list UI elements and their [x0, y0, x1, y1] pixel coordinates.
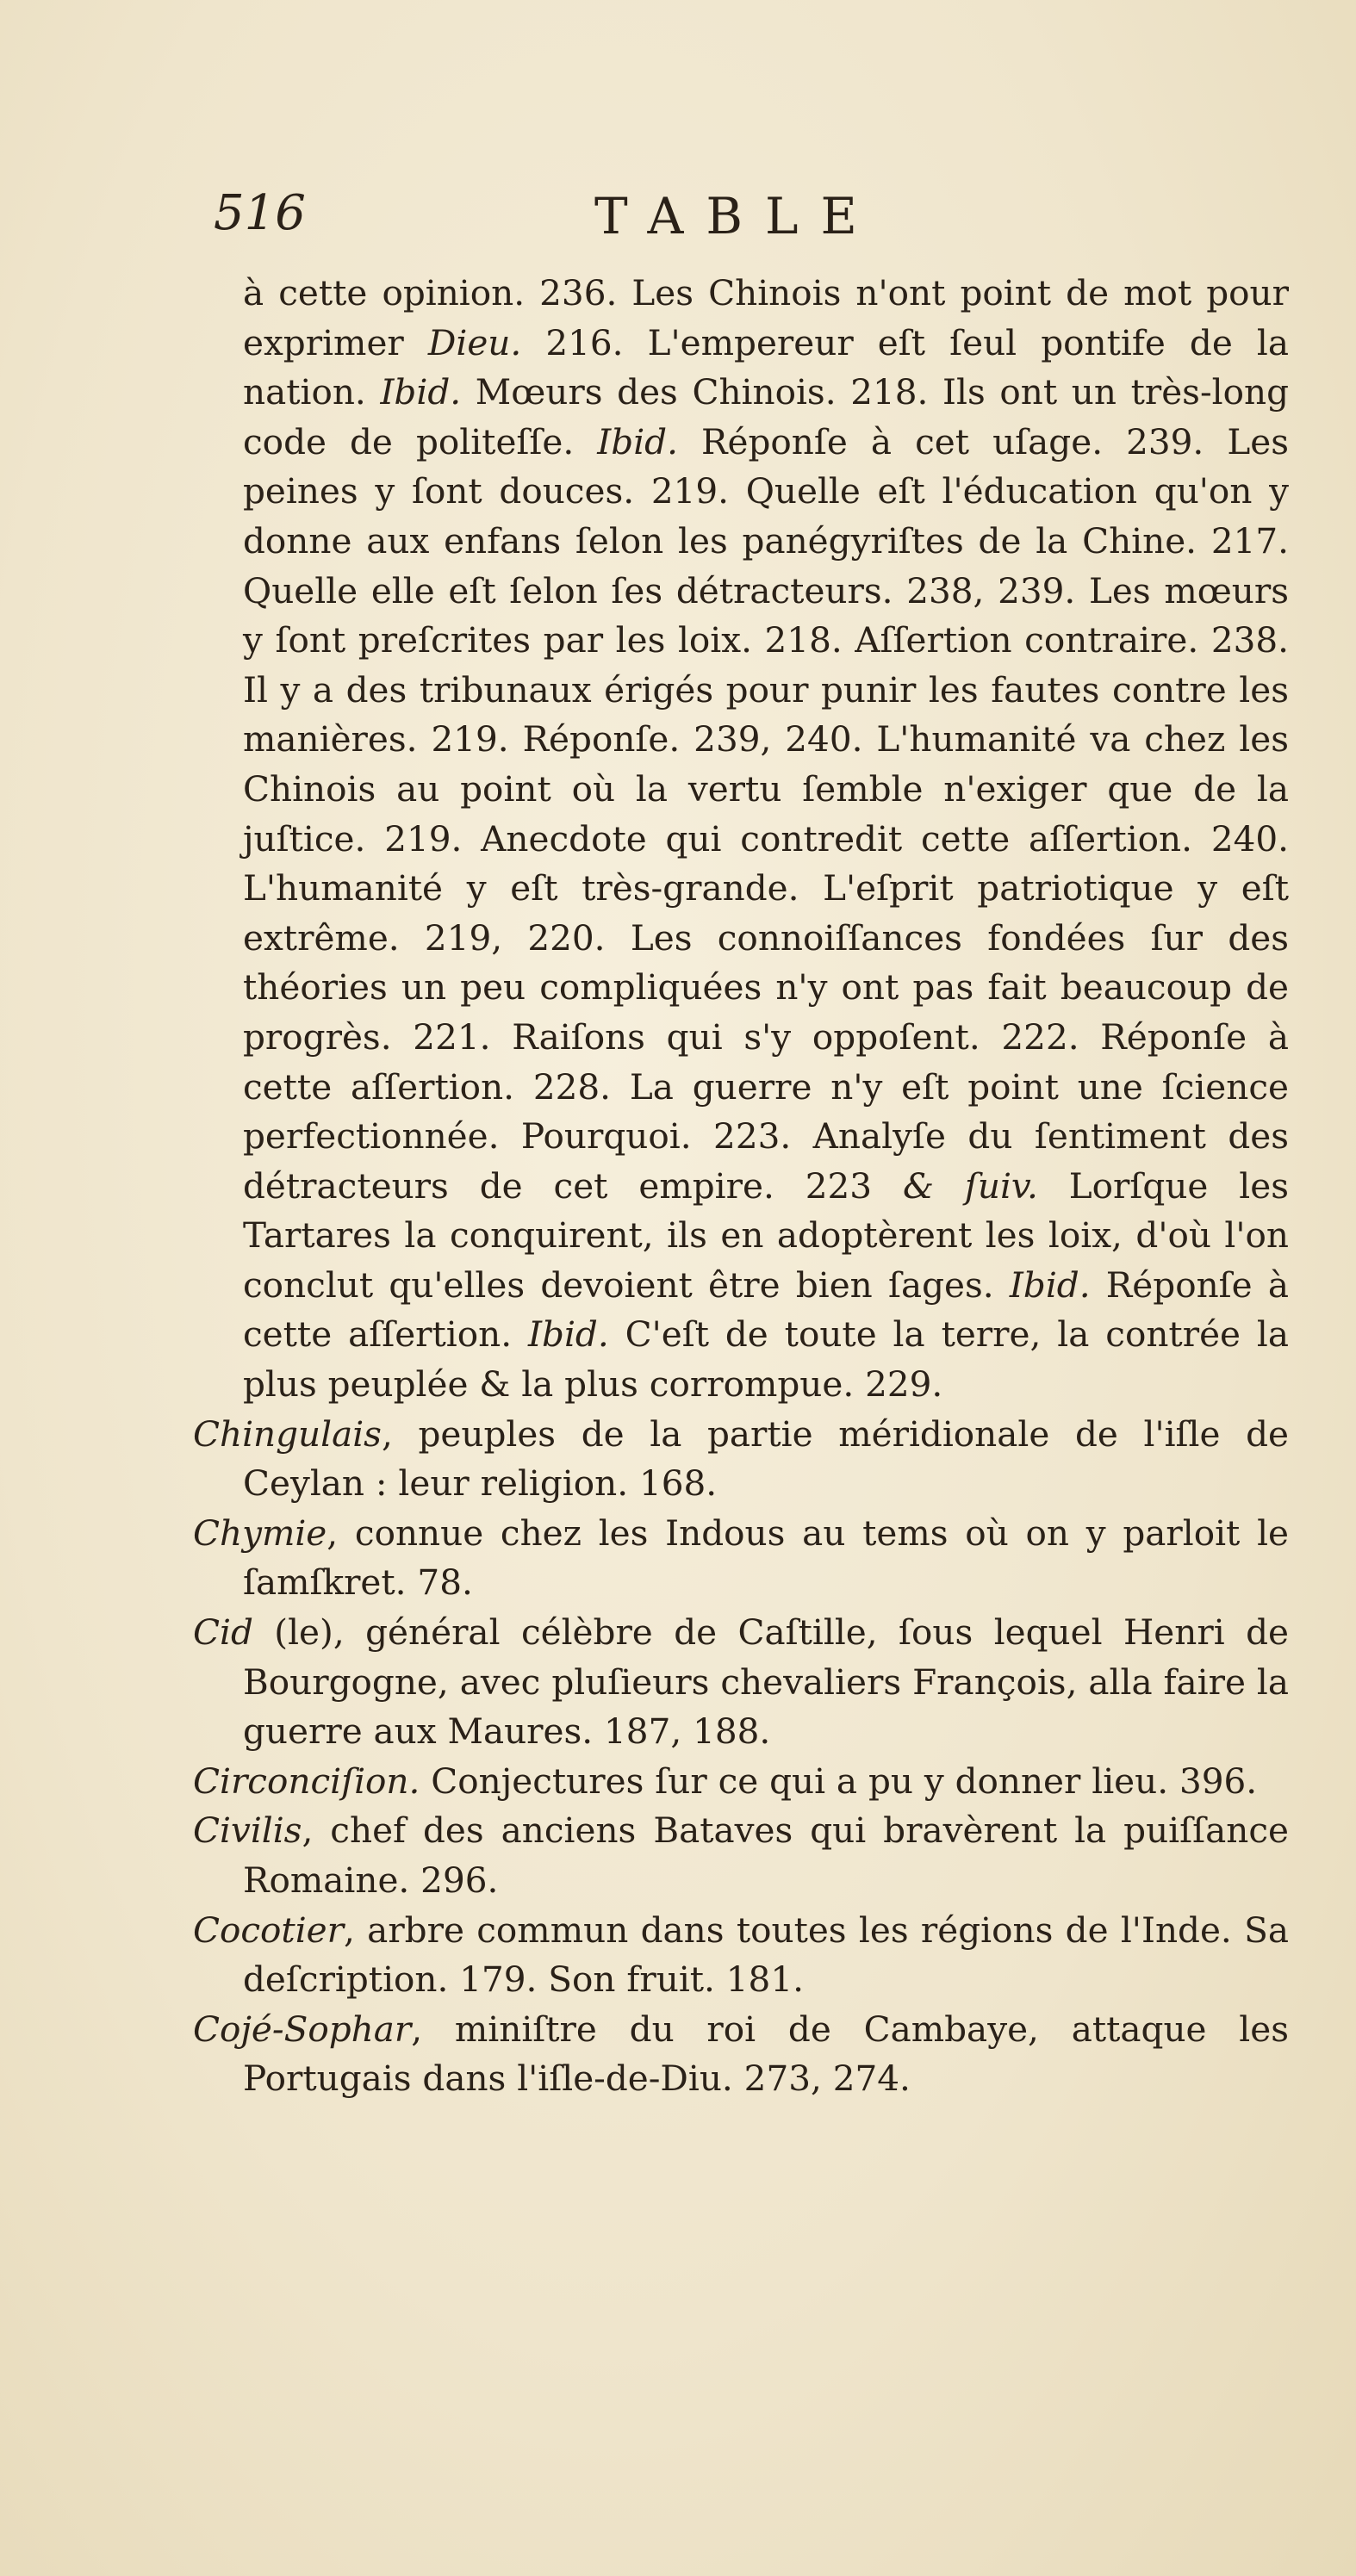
index-entry	[193, 2005, 1289, 2104]
italic-reference: & ſuiv.	[902, 1164, 1038, 1207]
entry-term: Circonciſion.	[193, 1760, 420, 1802]
entry-term: Chymie	[193, 1511, 327, 1554]
italic-reference: Ibid.	[1009, 1263, 1091, 1306]
italic-reference: Ibid.	[528, 1313, 609, 1356]
page-number: 516	[214, 185, 306, 241]
entry-text: C'eſt de toute la terre, la contrée la plus peuplée & la plus corrompue. 229.	[243, 1313, 1290, 1406]
page-header	[0, 185, 1356, 254]
entry-term: Chingulais	[193, 1412, 382, 1455]
italic-reference: Ibid.	[380, 371, 462, 413]
entry-text: Réponſe à cette aſſertion.	[243, 1263, 1289, 1356]
entry-text: Réponſe à cet uſage. 239. Les peines y ſont douces. 219. Quelle eſt l'éducation qu'on y donne aux enfans ſelon les panégyriſtes de la Chine. 217. Quelle elle eſt ſelon ſes détracteurs. 238, 239. Les mœurs y ſont preſcrites par les loix. 218. Aſſertion contraire. 238. Il y a des tribunaux érigés pour punir les fautes contre les manières. 219. Réponſe. 239, 240. L'humanité va chez les Chinois au point où la vertu ſemble n'exiger que de la juſtice. 219. Anecdote qui contredit cette aſſertion. 240. L'humanité y eſt très-grande. L'eſprit patriotique y eſt extrême. 219, 220. Les connoiſſances fondées ſur des théories un peu compliquées n'y ont pas fait beaucoup de progrès. 221. Raiſons qui s'y oppoſent. 222. Réponſe à cette aſſertion. 228. La guerre n'y eſt point une ſcience perfectionnée. Pourquoi. 223. Analyſe du ſentiment des détracteurs de cet empire. 223	[243, 420, 1289, 1207]
entry-text: Lorſque les Tartares la conquirent, ils en adoptèrent les loix, d'où l'on conclut qu'elles devoient être bien ſages.	[243, 1164, 1289, 1306]
entry-text: Mœurs des Chinois. 218. Ils ont un très-long code de politeſſe.	[243, 371, 1289, 462]
entry-text: 216. L'empereur eſt ſeul pontife de la nation.	[243, 321, 1290, 413]
running-head: TABLE	[594, 187, 880, 245]
italic-reference: Ibid.	[597, 420, 678, 462]
index-entry	[193, 1509, 1289, 1608]
index-entry	[193, 1608, 1289, 1757]
entry-text: Conjectures ſur ce qui a pu y donner lieu. 396.	[420, 1760, 1258, 1802]
index-body	[193, 269, 1289, 2104]
entry-text: (le), général célèbre de Caſtille, ſous lequel Henri de Bourgogne, avec pluſieurs chevaliers François, alla faire la guerre aux Maures. 187, 188.	[243, 1611, 1289, 1753]
entry-text: , miniſtre du roi de Cambaye, attaque les Portugais dans l'iſle-de-Diu. 273, 274.	[243, 2008, 1289, 2100]
entry-term: Cocotier	[193, 1909, 344, 1951]
entry-term: Civilis	[193, 1809, 302, 1852]
italic-reference: Dieu.	[427, 321, 522, 363]
entry-text: , chef des anciens Bataves qui bravèrent la puiſſance Romaine. 296.	[243, 1809, 1289, 1901]
entry-text: , arbre commun dans toutes les régions de l'Inde. Sa deſcription. 179. Son fruit. 181.	[243, 1909, 1289, 2001]
index-entry	[193, 1757, 1289, 1807]
entry-text: , peuples de la partie méridionale de l'iſle de Ceylan : leur religion. 168.	[243, 1412, 1289, 1505]
entry-term: Cojé-Sophar	[193, 2008, 412, 2050]
index-entry	[193, 1410, 1289, 1509]
entry-text: à cette opinion. 236. Les Chinois n'ont point de mot pour exprimer	[243, 272, 1289, 363]
index-entry	[193, 1906, 1289, 2005]
index-entry	[193, 1806, 1289, 1905]
index-entry-continuation	[193, 269, 1289, 1410]
entry-term: Cid	[193, 1611, 253, 1654]
entry-text: , connue chez les Indous au tems où on y parloit le ſamſkret. 78.	[243, 1511, 1289, 1604]
